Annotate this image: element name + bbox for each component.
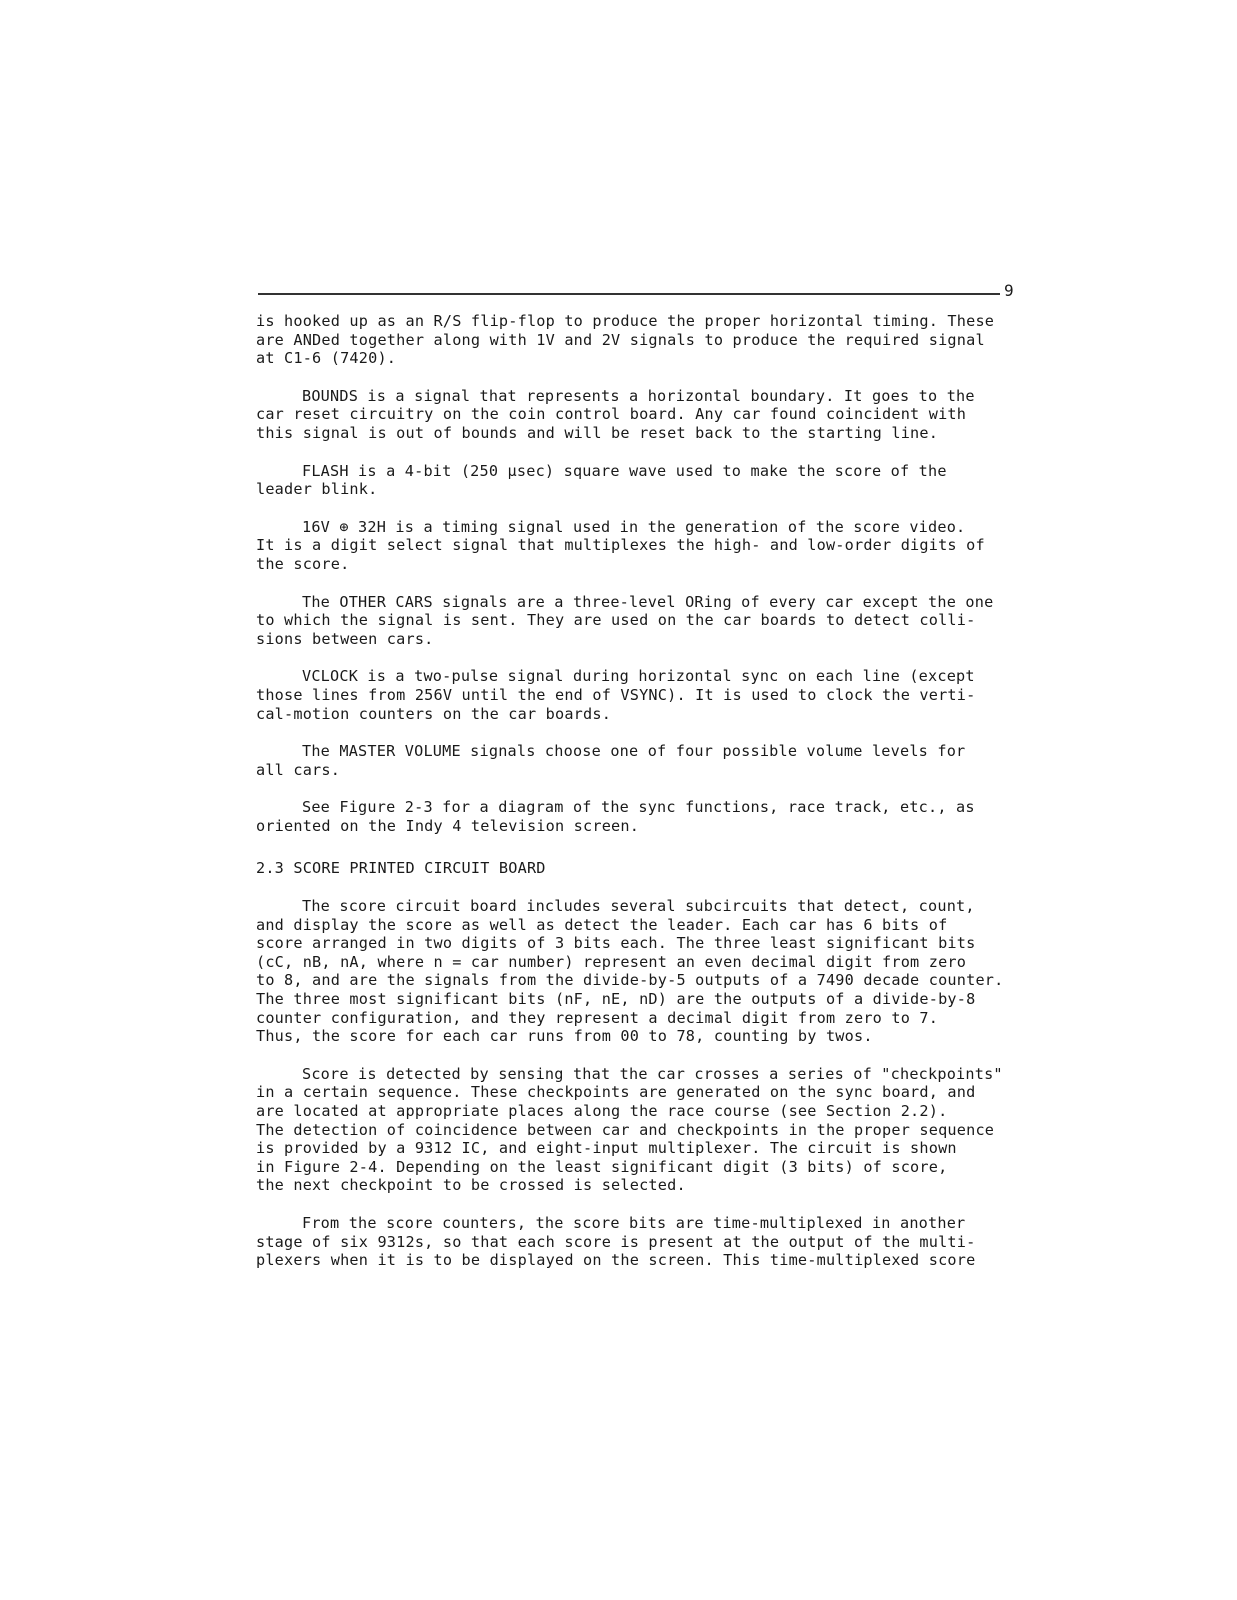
paragraph-horizontal-timing: is hooked up as an R/S flip-flop to produce the proper horizontal timing. These are ANDed together along with 1V and 2V signals to produce the required signal at C1-6 (7420). [256,312,995,368]
page-number: 9 [1004,281,1014,300]
paragraph-16v-32h: 16V ⊕ 32H is a timing signal used in the generation of the score video. It is a digit select signal that multiplexes the high- and low-order digits of the score. [256,517,985,573]
paragraph-flash: FLASH is a 4-bit (250 µsec) square wave used to make the score of the leader blink. [256,461,947,499]
paragraph-score-detection: Score is detected by sensing that the car crosses a series of "checkpoints" in a certain sequence. These checkpoints are generated on the sync board, and are located at appropriate places along the race course (see Section 2.2). The detection of coincidence between car and checkpoints in the proper sequence is provided by a 9312 IC, and eight-input multiplexer. The circuit is shown in Figure 2-4. Depending on the least significant digit (3 bits) of score, the next checkpoint to be crossed is selected. [256,1064,1003,1195]
document-body [256,312,1026,1289]
paragraph-master-volume: The MASTER VOLUME signals choose one of four possible volume levels for all cars. [256,742,966,779]
paragraph-other-cars: The OTHER CARS signals are a three-level ORing of every car except the one to which the signal is sent. They are used on the car boards to detect colli- sions between cars. [256,592,994,648]
paragraph-score-multiplexing: From the score counters, the score bits are time-multiplexed in another stage of six 9312s, so that each score is present at the output of the multi- plexers when it is to be displayed on the screen. This time-multiplexed score [256,1213,976,1270]
paragraph-bounds: BOUNDS is a signal that represents a horizontal boundary. It goes to the car reset circuitry on the coin control board. Any car found coincident with this signal is out of bounds and will be reset back to the starting line. [256,386,975,442]
paragraph-score-board: The score circuit board includes several subcircuits that detect, count, and display the score as well as detect the leader. Each car has 6 bits of score arranged in two digits of 3 bits each. The three least significant bits (cC, nB, nA, where n = car number) represent an even decimal digit from zero to 8, and are the signals from the divide-by-5 outputs of a 7490 decade counter. The three most significant bits (nF, nE, nD) are the outputs of a divide-by-8 counter configuration, and they represent a decimal digit from zero to 7. Thus, the score for each car runs from 00 to 78, counting by twos. [256,897,1004,1046]
section-heading: 2.3 SCORE PRINTED CIRCUIT BOARD [256,859,546,878]
paragraph-vclock: VCLOCK is a two-pulse signal during horizontal sync on each line (except those lines from 256V until the end of VSYNC). It is used to clock the verti- cal-motion counters on the car boards. [256,667,976,723]
paragraph-figure-reference: See Figure 2-3 for a diagram of the sync functions, race track, etc., as oriented on the Indy 4 television screen. [256,798,975,835]
header-rule [258,293,1000,295]
